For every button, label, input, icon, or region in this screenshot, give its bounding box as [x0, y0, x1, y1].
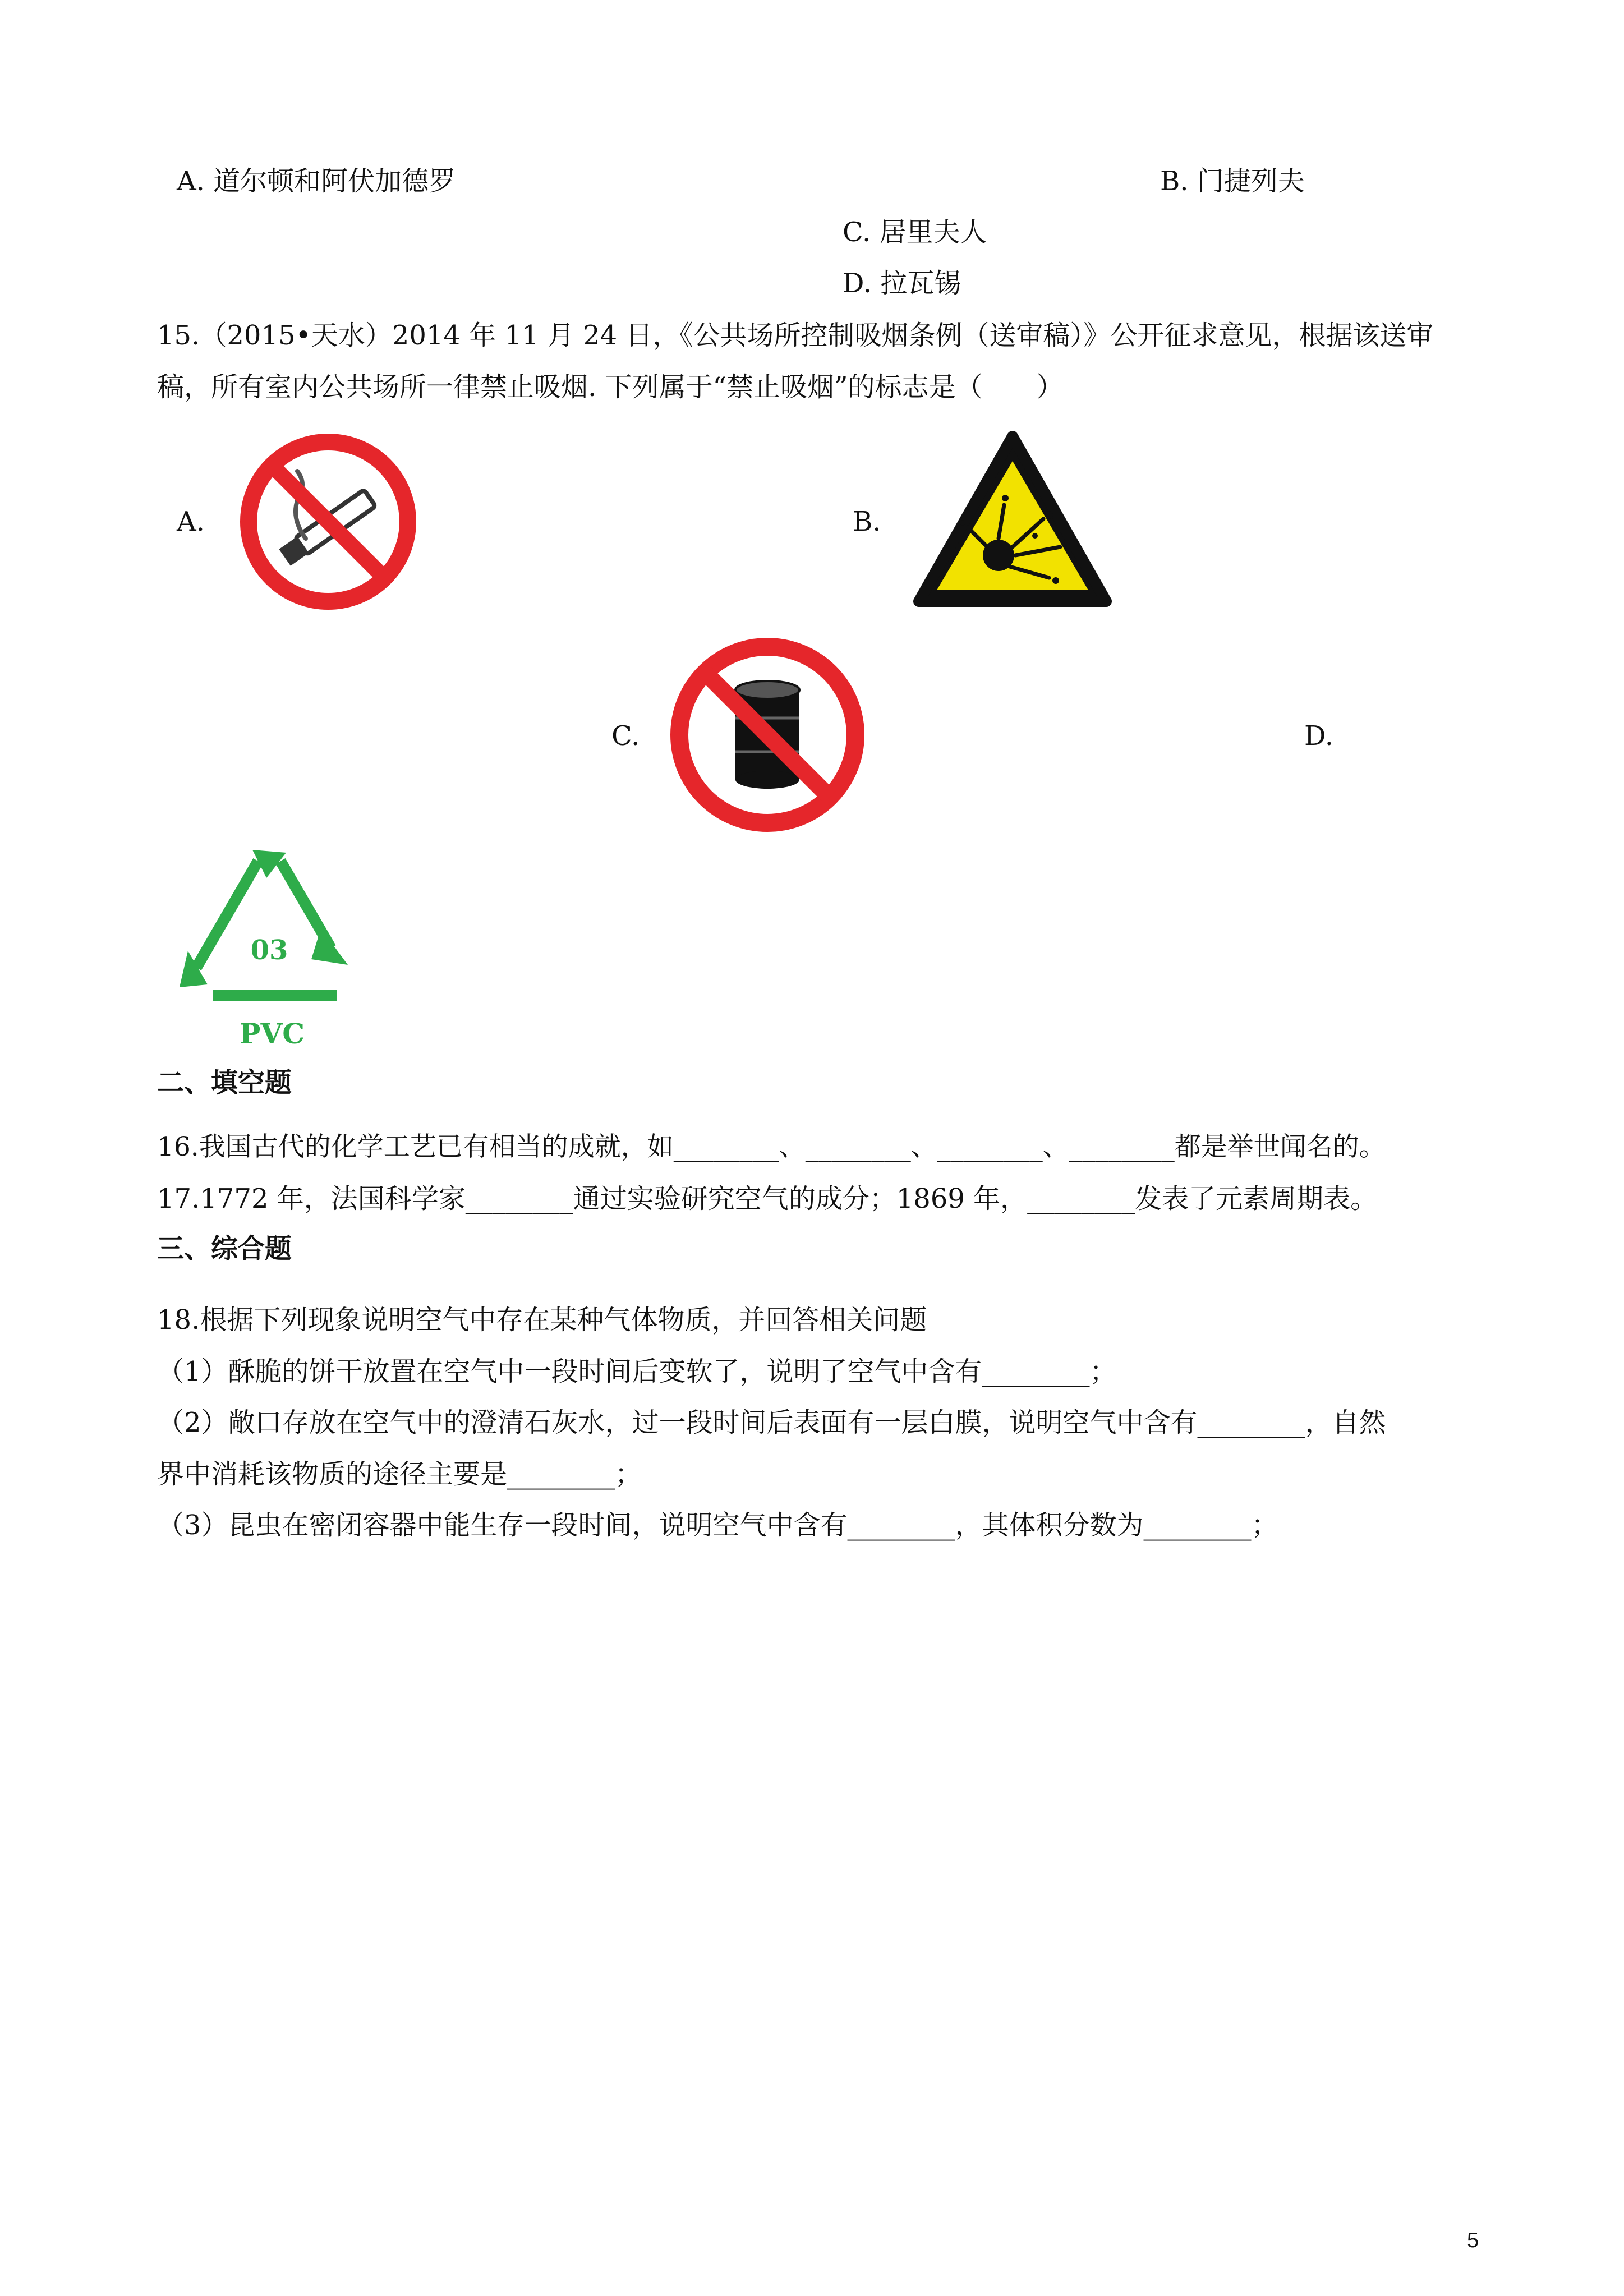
q18-stem: 18.根据下列现象说明空气中存在某种气体物质，并回答相关问题 [157, 1304, 927, 1336]
q14-option-d: D. 拉瓦锡 [843, 268, 961, 299]
q15-stem-line2: 稿，所有室内公共场所一律禁止吸烟. 下列属于“禁止吸烟”的标志是（ ） [157, 371, 1064, 403]
no-smoking-sign-icon [238, 432, 418, 611]
q18-part1: （1）酥脆的饼干放置在空气中一段时间后变软了，说明了空气中含有________； [157, 1356, 1117, 1387]
q15-option-c-label: C. [611, 720, 640, 752]
section-heading-fill-in: 二、填空题 [157, 1067, 292, 1098]
pvc-recycling-symbol-icon [174, 844, 365, 1057]
q15-option-a-label: A. [177, 506, 205, 537]
q14-option-a: A. 道尔顿和阿伏加德罗 [177, 165, 456, 197]
q16-text: 16.我国古代的化学工艺已有相当的成就，如________、________、________、________都是举世闻名的。 [157, 1131, 1386, 1162]
explosive-warning-sign-icon [909, 426, 1116, 611]
q17-text: 17.1772 年，法国科学家________通过实验研究空气的成分；1869 年，________发表了元素周期表。 [157, 1183, 1378, 1214]
pvc-label: PVC [239, 1017, 305, 1050]
q18-part2-line1: （2）敞口存放在空气中的澄清石灰水，过一段时间后表面有一层白膜，说明空气中含有________，自然 [157, 1407, 1386, 1438]
no-oil-drum-sign-icon [669, 637, 866, 833]
q15-option-d-label: D. [1304, 720, 1334, 752]
q14-option-c: C. 居里夫人 [843, 217, 987, 248]
section-heading-comprehensive: 三、综合题 [157, 1233, 292, 1264]
q14-option-b: B. 门捷列夫 [1160, 165, 1305, 197]
pvc-number: 03 [250, 935, 288, 966]
q18-part3: （3）昆虫在密闭容器中能生存一段时间，说明空气中含有________，其体积分数为________； [157, 1510, 1278, 1541]
page-number: 5 [1467, 2229, 1479, 2252]
q18-part2-line2: 界中消耗该物质的途径主要是________； [157, 1458, 642, 1490]
q15-stem-line1: 15.（2015•天水）2014 年 11 月 24 日，《公共场所控制吸烟条例（送审稿）》公开征求意见，根据该送审 [157, 320, 1434, 351]
q15-option-b-label: B. [853, 506, 881, 537]
